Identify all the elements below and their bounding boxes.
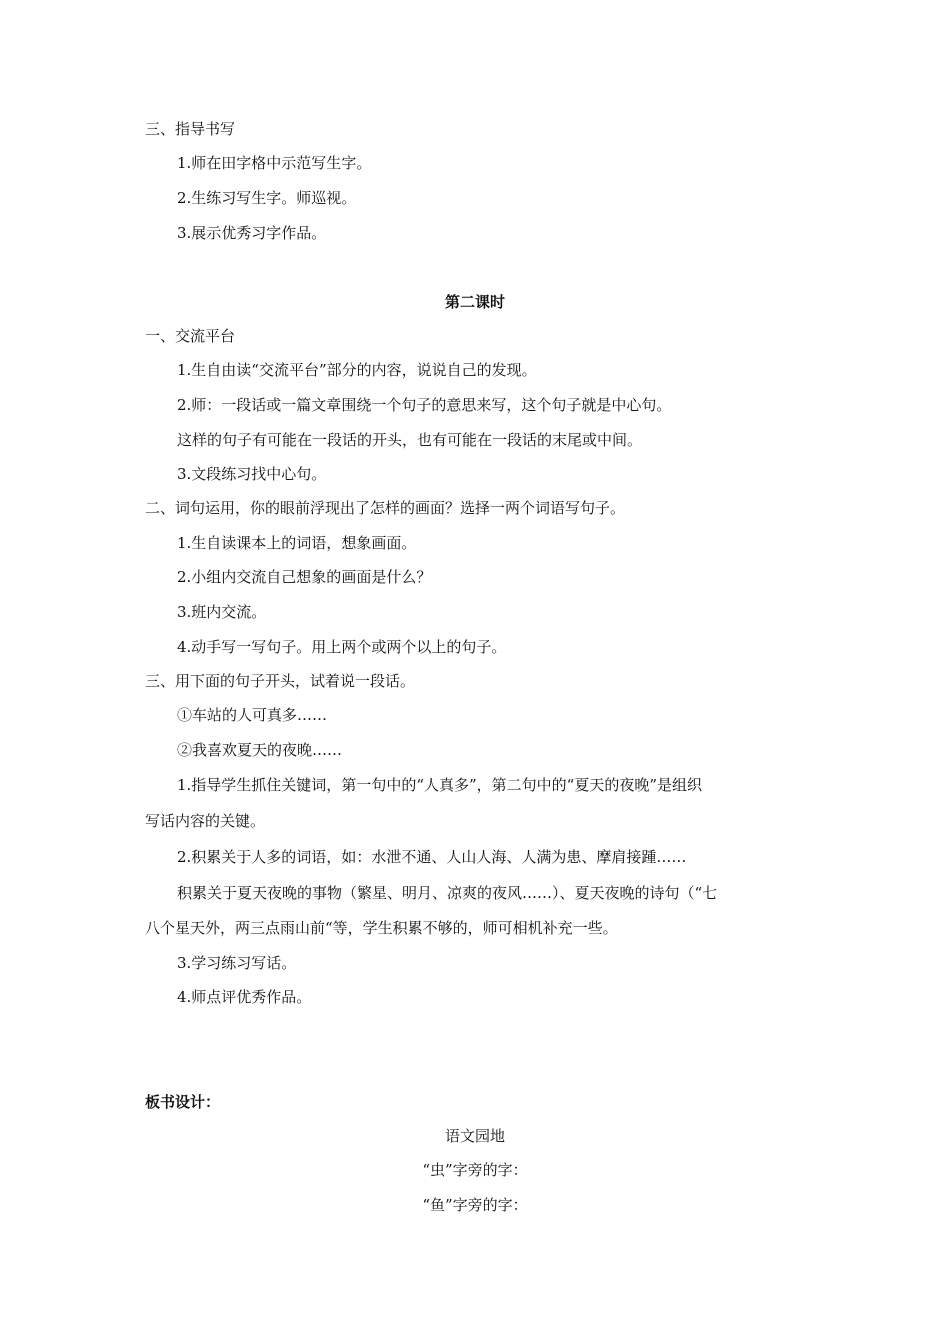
list-item: 2.积累关于人多的词语，如：水泄不通、人山人海、人满为患、摩肩接踵……: [177, 848, 687, 866]
section-heading-words: 二、词句运用，你的眼前浮现出了怎样的画面？选择一两个词语写句子。: [145, 499, 626, 517]
lesson-title: 第二课时: [444, 293, 505, 311]
list-item-continuation: 写话内容的关键。: [145, 812, 266, 830]
list-item: 2.师：一段话或一篇文章围绕一个句子的意思来写，这个句子就是中心句。: [177, 396, 672, 414]
section-heading-writing: 三、指导书写: [145, 120, 236, 138]
section-heading-paragraph: 三、用下面的句子开头，试着说一段话。: [145, 672, 416, 690]
board-design-label: 板书设计：: [145, 1093, 221, 1111]
list-item: 4.动手写一写句子。用上两个或两个以上的句子。: [177, 638, 507, 656]
list-item: 3.学习练习写话。: [177, 954, 297, 972]
list-item: 3.文段练习找中心句。: [177, 465, 327, 483]
list-item: 3.展示优秀习字作品。: [177, 224, 327, 242]
list-item: 2.小组内交流自己想象的画面是什么？: [177, 568, 432, 586]
list-item: 3.班内交流。: [177, 603, 267, 621]
board-line: “虫”字旁的字：: [422, 1161, 528, 1179]
prompt-item: ①车站的人可真多……: [177, 706, 328, 724]
list-item-continuation: 八个星天外，两三点雨山前“等，学生积累不够的，师可相机补充一些。: [145, 919, 618, 937]
list-item: 1.指导学生抓住关键词，第一句中的“人真多”，第二句中的“夏天的夜晚”是组织: [177, 776, 702, 794]
list-item: 1.生自由读“交流平台”部分的内容，说说自己的发现。: [177, 361, 537, 379]
board-title: 语文园地: [444, 1127, 505, 1145]
board-line: “鱼”字旁的字：: [422, 1196, 528, 1214]
list-item: 1.生自读课本上的词语，想象画面。: [177, 534, 417, 552]
section-heading-exchange: 一、交流平台: [145, 327, 236, 345]
list-item: 4.师点评优秀作品。: [177, 988, 312, 1006]
list-item: 1.师在田字格中示范写生字。: [177, 154, 372, 172]
list-item: 这样的句子有可能在一段话的开头，也有可能在一段话的末尾或中间。: [177, 431, 643, 449]
list-item: 2.生练习写生字。师巡视。: [177, 189, 357, 207]
list-item: 积累关于夏天夜晚的事物（繁星、明月、凉爽的夜风……）、夏天夜晚的诗句（“七: [177, 884, 718, 902]
prompt-item: ②我喜欢夏天的夜晚……: [177, 741, 343, 759]
